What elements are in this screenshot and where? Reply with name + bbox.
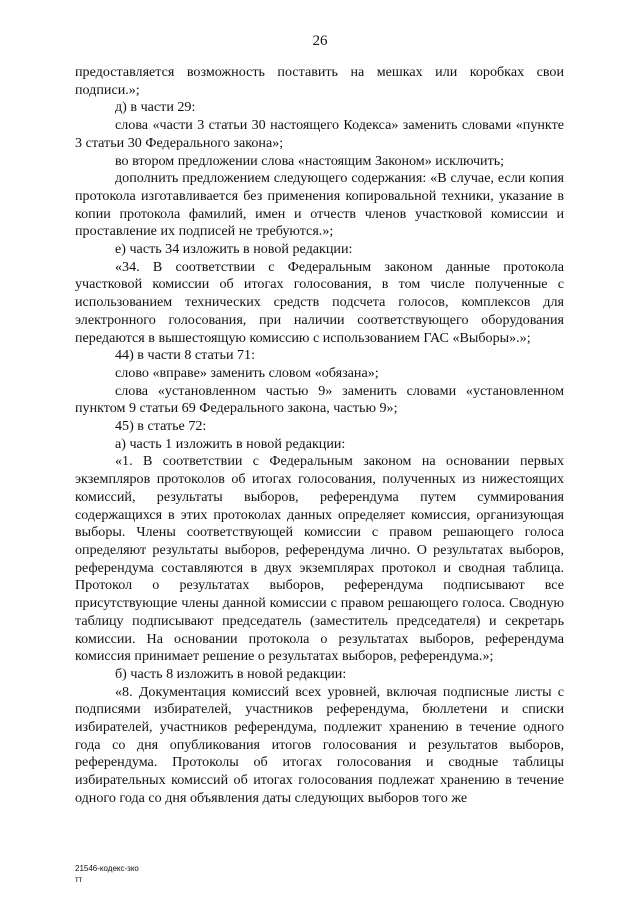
document-footer xyxy=(75,863,139,885)
paragraph: «1. В соответствии с Федеральным законом на основании первых экземпляров протоколов об итогах голосования, полученных из нижестоящих комиссий, результаты выборов, референдума путем суммирования содержащихся в этих протоколах данных определяет комиссия, организующая выборы. Члены соответствующей комиссии с правом решающего голоса определяют результаты выборов, референдума лично. О результатах выборов, референдума составляются в двух экземплярах протокол и сводная таблица. Протокол о результатах выборов, референдума подписывают все присутствующие члены данной комиссии с правом решающего голоса. Сводную таблицу подписывают председатель (заместитель председателя) и секретарь комиссии. На основании протокола о результатах выборов, референдума комиссия принимает решение о результатах выборов, референдума.»; xyxy=(75,453,564,665)
paragraph: дополнить предложением следующего содержания: «В случае, если копия протокола изготавливается без применения копировальной техники, указание в копии протокола фамилий, имен и отчеств членов участковой комиссии и проставление их подписей не требуются.»; xyxy=(75,170,564,240)
page-number: 26 xyxy=(312,33,328,49)
paragraph: б) часть 8 изложить в новой редакции: xyxy=(115,665,347,682)
paragraph: «8. Документация комиссий всех уровней, включая подписные листы с подписями избирателей, участников референдума, бюллетени и списки избирателей, участников референдума, подлежит хранению в течение одного года со дня опубликования итогов голосования и результатов выборов, референдума. Протоколы об итогах голосования и сводные таблицы избирательных комиссий об итогах голосования подлежат хранению в течение одного года со дня объявления даты следующих выборов того же xyxy=(75,683,564,806)
paragraph: слово «вправе» заменить словом «обязана»; xyxy=(115,364,379,381)
footer-doc-code: 21546-кодекс-зко xyxy=(75,864,139,873)
paragraph: слова «установленном частью 9» заменить словами «установленном пунктом 9 статьи 69 Федерального закона, частью 9»; xyxy=(75,382,564,417)
paragraph: а) часть 1 изложить в новой редакции: xyxy=(115,435,346,452)
paragraph: слова «части 3 статьи 30 настоящего Кодекса» заменить словами «пункте 3 статьи 30 Федерального закона»; xyxy=(75,117,564,151)
document-body xyxy=(75,64,564,808)
paragraph: д) в части 29: xyxy=(115,99,196,116)
paragraph: 44) в части 8 статьи 71: xyxy=(115,347,256,364)
paragraph: предоставляется возможность поставить на мешках или коробках свои подписи.»; xyxy=(75,64,564,98)
footer-initials: тт xyxy=(75,875,83,884)
paragraph: е) часть 34 изложить в новой редакции: xyxy=(115,241,353,258)
paragraph: во втором предложении слова «настоящим Законом» исключить; xyxy=(115,152,505,169)
paragraph: «34. В соответствии с Федеральным законом данные протокола участковой комиссии об итогах голосования, в том числе полученные с использованием технических средств подсчета голосов, комплексов для электронного голосования, при наличии соответствующего оборудования передаются в вышестоящую комиссию с использованием ГАС «Выборы».»; xyxy=(75,258,564,346)
paragraph: 45) в статье 72: xyxy=(115,418,207,435)
